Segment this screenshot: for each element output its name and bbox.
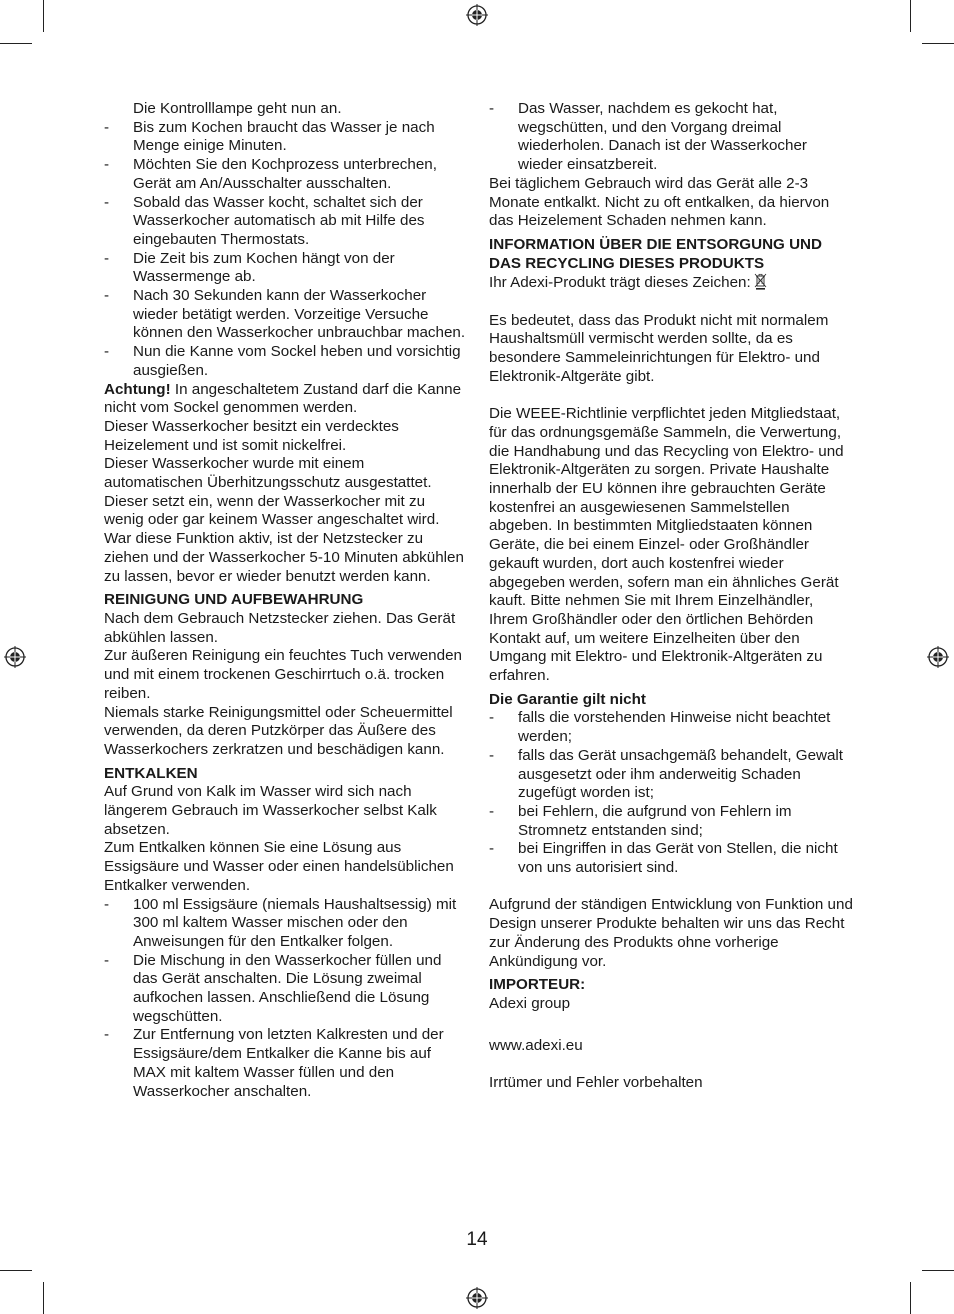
page-number: 14 <box>466 1229 488 1250</box>
list-item: - falls die vorstehenden Hinweise nicht beachtet werden; <box>489 709 831 746</box>
list-dash: - <box>104 287 110 305</box>
list-dash: - <box>489 802 495 820</box>
cleaning-heading: REINIGUNG UND AUFBEWAHRUNG <box>104 591 364 609</box>
list-dash: - <box>104 193 110 211</box>
list-item: - Sobald das Wasser kocht, schaltet sich der Wasserkocher automatisch ab mit Hilfe des eingebauten Thermostats. <box>104 193 425 248</box>
left-column <box>104 100 466 1101</box>
crop-mark <box>910 0 911 32</box>
warning-label: Achtung! <box>104 380 171 398</box>
paragraph: Zum Entkalken können Sie eine Lösung aus Essigsäure und Wasser oder einen handelsüblichen Entkalker verwenden. <box>104 839 454 894</box>
crop-mark <box>43 1282 44 1314</box>
list-dash: - <box>489 746 495 764</box>
list-dash: - <box>489 840 495 858</box>
list-dash: - <box>104 895 110 913</box>
list-dash: - <box>104 343 110 361</box>
list-item: - Das Wasser, nachdem es gekocht hat, wegschütten, und den Vorgang dreimal wiederholen. Danach ist der Wasserkocher wieder einsatzbereit. <box>489 100 807 174</box>
list-dash: - <box>104 249 110 267</box>
disposal-heading: INFORMATION ÜBER DIE ENTSORGUNG UND DAS RECYCLING DIESES PRODUKTS <box>489 235 822 272</box>
list-item: - Möchten Sie den Kochprozess unterbrechen, Gerät am An/Ausschalter ausschalten. <box>104 156 437 192</box>
paragraph: Dieser Wasserkocher wurde mit einem automatischen Überhitzungsschutz ausgestattet. Dieser setzt ein, wenn der Wasserkocher mit zu wenig oder gar keinem Wasser angeschaltet wird. War diese Funktion aktiv, ist der Netzstecker zu ziehen und der Wasserkocher 5-10 Minuten abkühlen zu lassen, bevor er wieder benutzt werden kann. <box>104 455 464 585</box>
paragraph: Aufgrund der ständigen Entwicklung von Funktion und Design unserer Produkte behalten wir uns das Recht zur Änderung des Produkts ohne vorherige Ankündigung vor. <box>489 896 853 970</box>
paragraph: Ihr Adexi-Produkt trägt dieses Zeichen: <box>489 273 855 293</box>
crop-mark <box>0 43 32 44</box>
list-item: - Bis zum Kochen braucht das Wasser je nach Menge einige Minuten. <box>104 118 435 155</box>
descaling-heading: ENTKALKEN <box>104 764 198 782</box>
operation-list <box>104 119 466 381</box>
list-dash: - <box>489 100 495 117</box>
list-dash: - <box>104 118 110 136</box>
crop-mark <box>922 43 954 44</box>
paragraph: Niemals starke Reinigungsmittel oder Scheuermittel verwenden, da deren Putzkörper das Äußere des Wasserkochers zerkratzen und beschädigen kann. <box>104 703 453 758</box>
registration-mark-icon <box>466 4 488 26</box>
website-text: www.adexi.eu <box>489 1036 583 1054</box>
list-dash: - <box>104 1026 110 1044</box>
list-dash: - <box>104 156 110 174</box>
paragraph: Nach dem Gebrauch Netzstecker ziehen. Das Gerät abkühlen lassen. <box>104 609 456 646</box>
registration-mark-icon <box>927 646 949 668</box>
right-column <box>489 100 855 1093</box>
disclaimer-text: Irrtümer und Fehler vorbehalten <box>489 1074 703 1092</box>
paragraph: Es bedeutet, dass das Produkt nicht mit normalem Haushaltsmüll vermischt werden sollte, da es besondere Sammeleinrichtungen für Elektro- und Elektronik-Altgeräte gibt. <box>489 311 829 385</box>
descaling-list <box>104 896 466 1102</box>
list-item: - Die Zeit bis zum Kochen hängt von der Wassermenge ab. <box>104 249 395 286</box>
crop-mark <box>0 1270 32 1271</box>
registration-mark-icon <box>4 646 26 668</box>
paragraph: Zur äußeren Reinigung ein feuchtes Tuch verwenden und mit einem trockenen Geschirrtuch o.ä. trocken reiben. <box>104 647 462 702</box>
paragraph: Die WEEE-Richtlinie verpflichtet jeden Mitgliedstaat, für das ordnungsgemäße Sammeln, die Verwertung, die Handhabung und das Recycling von Elektro- und Elektronik-Altgeräten zu sorgen. Private Haushalte innerhalb der EU können ihre gebrauchten Geräte kostenfrei an ausgewiesenen Sammelstellen abgeben. In bestimmten Mitgliedstaaten können Geräte, die bei einem Einzel- oder Großhändler gekauft wurden, dort auch kostenfrei wieder abgegeben werden, sofern man ein ähnliches Gerät kauft. Bitte nehmen Sie mit Ihrem Einzelhändler, Ihrem Großhändler oder den örtlichen Behörden Kontakt auf, um weitere Einzelheiten über den Umgang mit Elektro- und Elektronik-Altgeräten zu erfahren. <box>489 405 844 685</box>
warranty-heading: Die Garantie gilt nicht <box>489 690 646 708</box>
paragraph: Auf Grund von Kalk im Wasser wird sich nach längerem Gebrauch im Wasserkocher selbst Kalk absetzen. <box>104 783 437 838</box>
list-item: - Die Mischung in den Wasserkocher füllen und das Gerät anschalten. Die Lösung zweimal aufkochen lassen. Anschließend die Lösung wegschütten. <box>104 951 442 1025</box>
list-item: - falls das Gerät unsachgemäß behandelt, Gewalt ausgesetzt oder ihm anderweitig Schaden zugefügt worden ist; <box>489 746 844 802</box>
list-dash: - <box>489 709 495 727</box>
registration-mark-icon <box>466 1287 488 1309</box>
crop-mark <box>910 1282 911 1314</box>
paragraph: Dieser Wasserkocher besitzt ein verdecktes Heizelement und ist somit nickelfrei. <box>104 417 399 454</box>
importer-name: Adexi group <box>489 995 571 1012</box>
crop-mark <box>43 0 44 32</box>
warranty-list <box>489 709 855 877</box>
list-item: - Nach 30 Sekunden kann der Wasserkocher wieder betätigt werden. Vorzeitige Versuche können den Wasserkocher unbrauchbar machen. <box>104 287 466 342</box>
crop-mark <box>922 1270 954 1271</box>
list-dash: - <box>104 951 110 969</box>
list-item: - bei Fehlern, die aufgrund von Fehlern im Stromnetz entstanden sind; <box>489 802 792 839</box>
paragraph: Bei täglichem Gebrauch wird das Gerät alle 2-3 Monate entkalkt. Nicht zu oft entkalken, da hiervon das Heizelement Schaden nehmen kann. <box>489 174 830 230</box>
list-item: - 100 ml Essigsäure (niemals Haushaltsessig) mit 300 ml kaltem Wasser mischen oder den Anweisungen für den Entkalker folgen. <box>104 895 457 950</box>
list-item: - Zur Entfernung von letzten Kalkresten und der Essigsäure/dem Entkalker die Kanne bis auf MAX mit kaltem Wasser füllen und den Wasserkocher anschalten. <box>104 1026 444 1100</box>
list-item: - bei Eingriffen in das Gerät von Stellen, die nicht von uns autorisiert sind. <box>489 840 838 877</box>
importer-heading: IMPORTEUR: <box>489 976 586 994</box>
list-item: - Nun die Kanne vom Sockel heben und vorsichtig ausgießen. <box>104 343 461 379</box>
intro-line: Die Kontrolllampe geht nun an. <box>133 100 342 117</box>
warning-paragraph: Achtung! In angeschaltetem Zustand darf die Kanne nicht vom Sockel genommen werden. <box>104 380 462 417</box>
weee-bin-icon <box>754 273 767 290</box>
